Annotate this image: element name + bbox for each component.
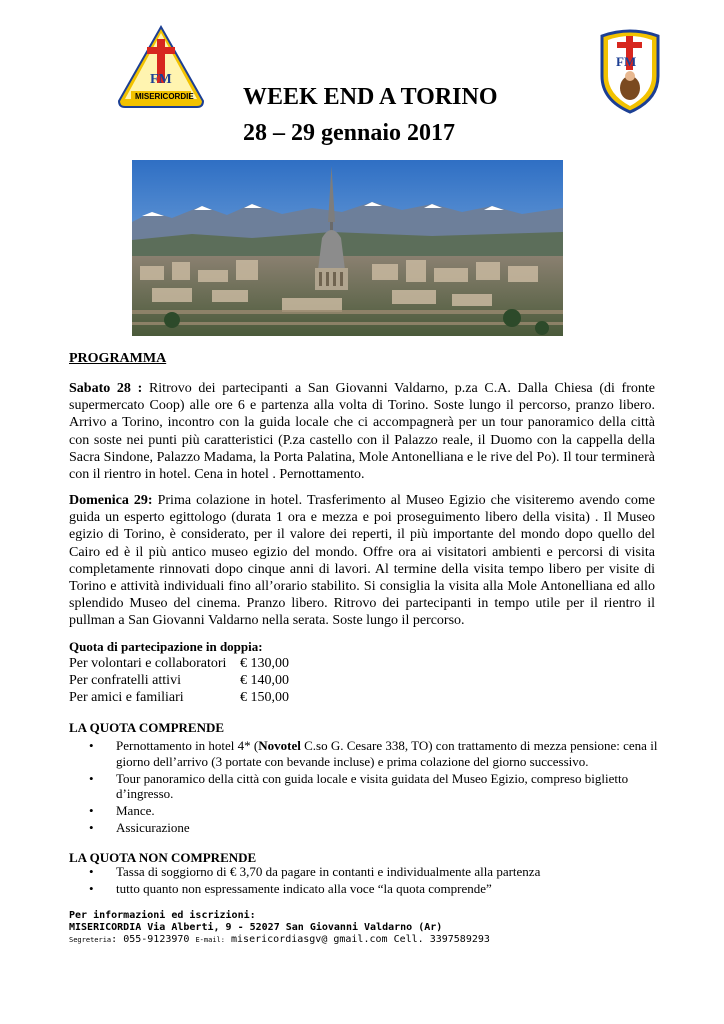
quota-row-price: € 140,00 <box>240 673 289 688</box>
footer-info-heading: Per informazioni ed iscrizioni: <box>69 910 256 921</box>
quota-row <box>69 655 289 672</box>
list-item <box>69 864 669 880</box>
misericordie-logo <box>117 25 205 109</box>
list-item <box>69 803 669 819</box>
list-item <box>69 738 669 769</box>
non-comprende-list <box>69 864 669 898</box>
segreteria-label: Segreteria <box>69 936 112 944</box>
confraternita-shield-logo <box>596 26 664 114</box>
programma-heading: PROGRAMMA <box>69 351 167 366</box>
cell-number: Cell. 3397589293 <box>387 934 490 945</box>
sabato-text: Ritrovo dei partecipanti a San Giovanni Valdarno, p.za C.A. Dalla Chiesa (di fronte supermercato Coop) alle ore 6 e partenza alla volta di Torino. Soste lungo il percorso, pranzo libero. Arrivo a Torino, incontro con la guida locale che ci accompagnerà per un tour panoramico della città con soste nei punti più caratteristici (P.za castello con il Palazzo reale, il Duomo con la cappella della Sacra Sindone, Palazzo Madama, la Porta Palatina, Mole Antonelliana e le rive del Po). Il tour terminerà con il rientro in hotel. Cena in hotel . Pernottamento. <box>69 381 655 483</box>
quota-row-label: Per amici e familiari <box>69 690 184 705</box>
phone-number: : 055-9123970 <box>111 934 190 945</box>
list-item-text: C.so G. Cesare 338, TO) con trattamento di mezza pensione: cena il giorno dell’arrivo (3 portate con bevande incluse) e prima colazione del giorno successivo. <box>116 738 658 769</box>
quota-row <box>69 672 289 689</box>
list-item-text: Tour panoramico della città con guida locale e visita guidata del Museo Egizio, compreso biglietto d’ingresso. <box>116 770 629 802</box>
turin-panorama-photo <box>132 160 563 336</box>
quota-row <box>69 689 289 706</box>
list-item <box>69 881 669 897</box>
domenica-text: Prima colazione in hotel. Trasferimento al Museo Egizio che visiteremo avendo come guida un esperto egittologo (durata 1 ora e mezza e poi proseguimento libero della visita) . Il Museo egizio di Torino, è considerato, per il valore dei reperti, il più importante del mondo dopo quello del Cairo ed è il più antico museo egizio del mondo. Offre ora ai visitatori ambienti e percorsi di visita completamente rinnovati dopo cinque anni di lavori. Al termine della visita tempo libero per visite di Torino e attività individuali fino all’orario stabilito. Si consiglia la visita alla Mole Antonelliana ed allo splendido Museo del cinema. Pranzo libero. Ritrovo dei partecipanti in tempo utile per il rientro il pullman a San Giovanni Valdarno nella serata. Soste lungo il percorso. <box>69 493 655 629</box>
hotel-name: Novotel <box>258 738 301 753</box>
list-item-text: Assicurazione <box>116 820 190 836</box>
footer-address: MISERICORDIA Via Alberti, 9 - 52027 San Giovanni Valdarno (Ar) <box>69 922 443 933</box>
quota-row-label: Per confratelli attivi <box>69 673 181 688</box>
email-label: E-mail: <box>195 936 225 944</box>
sabato-label: Sabato 28 : <box>69 381 143 396</box>
quota-row-label: Per volontari e collaboratori <box>69 656 227 671</box>
list-item-text: Mance. <box>116 803 155 819</box>
non-comprende-heading: LA QUOTA NON COMPRENDE <box>69 850 257 865</box>
list-item-text: tutto quanto non espressamente indicato alla voce “la quota comprende” <box>116 881 492 897</box>
quota-heading: Quota di partecipazione in doppia: <box>69 639 263 654</box>
domenica-paragraph <box>69 492 655 630</box>
logo-left-letters: FM <box>150 72 172 87</box>
logo-left-text: MISERICORDIE <box>135 92 194 101</box>
list-item-text: Pernottamento in hotel 4* ( <box>116 738 259 753</box>
list-item <box>69 771 669 802</box>
domenica-label: Domenica 29: <box>69 493 153 508</box>
page-subtitle-date: 28 – 29 gennaio 2017 <box>243 120 456 146</box>
logo-right-letters: FM <box>616 54 637 69</box>
list-item-text: Tassa di soggiorno di € 3,70 da pagare in contanti e individualmente alla partenza <box>116 864 541 879</box>
quota-row-price: € 150,00 <box>240 690 289 705</box>
list-item <box>69 820 669 836</box>
quota-row-price: € 130,00 <box>240 656 289 671</box>
page-title: WEEK END A TORINO <box>243 84 498 110</box>
sabato-paragraph <box>69 380 655 483</box>
comprende-list <box>69 738 669 838</box>
footer-contacts <box>69 934 490 945</box>
comprende-heading: LA QUOTA COMPRENDE <box>69 720 225 735</box>
email-address: misericordiasgv@ gmail.com <box>224 934 388 945</box>
